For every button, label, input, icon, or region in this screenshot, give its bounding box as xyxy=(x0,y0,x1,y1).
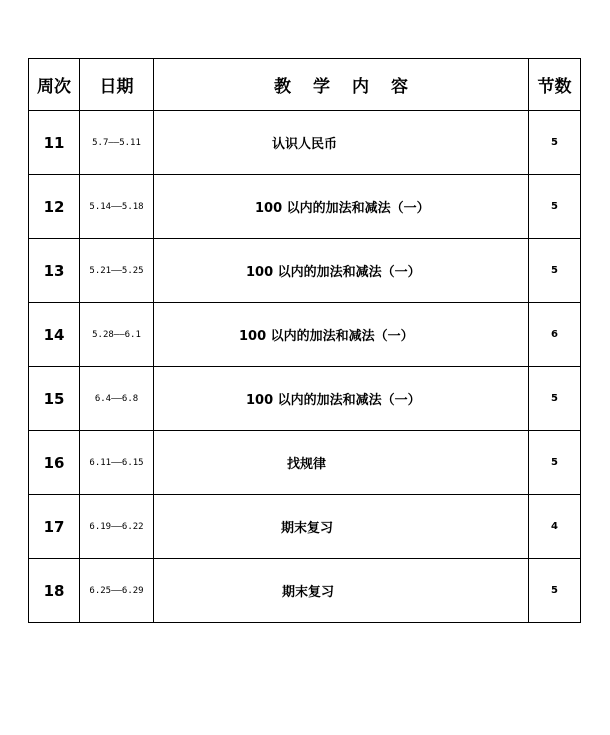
lessons-cell: 5 xyxy=(529,239,581,303)
content-column-header xyxy=(154,59,529,111)
table-header-row xyxy=(29,59,581,111)
lessons-cell: 5 xyxy=(529,559,581,623)
content-text: 找规律 xyxy=(287,457,327,472)
content-text: 100 以内的加法和减法（一） xyxy=(239,329,414,344)
table-row xyxy=(29,367,581,431)
content-text: 100 以内的加法和减法（一） xyxy=(246,265,421,280)
content-text: 100 以内的加法和减法（一） xyxy=(255,201,430,216)
date-cell: 6.25——6.29 xyxy=(80,559,154,623)
table-row xyxy=(29,559,581,623)
date-cell: 5.21——5.25 xyxy=(80,239,154,303)
lessons-cell: 5 xyxy=(529,111,581,175)
table-row xyxy=(29,495,581,559)
date-cell: 5.14——5.18 xyxy=(80,175,154,239)
date-cell: 6.11——6.15 xyxy=(80,431,154,495)
table-row xyxy=(29,431,581,495)
content-cell xyxy=(154,175,529,239)
lessons-cell: 6 xyxy=(529,303,581,367)
week-cell: 14 xyxy=(29,303,80,367)
content-cell xyxy=(154,559,529,623)
lessons-cell: 5 xyxy=(529,431,581,495)
table-row xyxy=(29,175,581,239)
content-text: 期末复习 xyxy=(281,521,334,536)
content-cell xyxy=(154,495,529,559)
content-column-header-text: 教学内容 xyxy=(274,77,430,97)
table-row xyxy=(29,239,581,303)
content-cell xyxy=(154,111,529,175)
week-cell: 16 xyxy=(29,431,80,495)
content-cell xyxy=(154,431,529,495)
content-cell xyxy=(154,303,529,367)
lessons-cell: 5 xyxy=(529,175,581,239)
content-text: 100 以内的加法和减法（一） xyxy=(246,393,421,408)
lessons-cell: 5 xyxy=(529,367,581,431)
week-cell: 17 xyxy=(29,495,80,559)
lessons-cell: 4 xyxy=(529,495,581,559)
table-row xyxy=(29,303,581,367)
content-text: 认识人民币 xyxy=(272,137,338,152)
date-cell: 5.28——6.1 xyxy=(80,303,154,367)
week-cell: 11 xyxy=(29,111,80,175)
table-row xyxy=(29,111,581,175)
content-cell xyxy=(154,367,529,431)
lessons-column-header: 节数 xyxy=(529,59,581,111)
week-cell: 18 xyxy=(29,559,80,623)
date-cell: 6.4——6.8 xyxy=(80,367,154,431)
week-cell: 13 xyxy=(29,239,80,303)
content-text: 期末复习 xyxy=(282,585,335,600)
date-cell: 5.7——5.11 xyxy=(80,111,154,175)
teaching-schedule-table xyxy=(28,58,581,623)
date-column-header: 日期 xyxy=(80,59,154,111)
week-cell: 15 xyxy=(29,367,80,431)
week-column-header: 周次 xyxy=(29,59,80,111)
content-cell xyxy=(154,239,529,303)
date-cell: 6.19——6.22 xyxy=(80,495,154,559)
week-cell: 12 xyxy=(29,175,80,239)
